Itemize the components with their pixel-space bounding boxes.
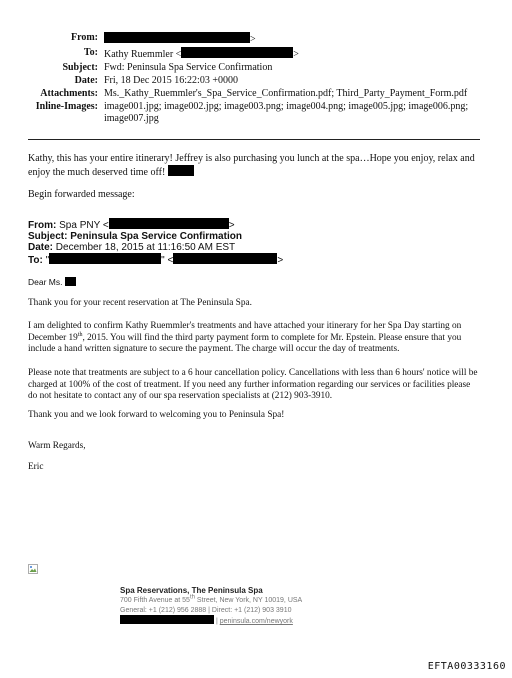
p2-text-b: , 2015. You will find the third party payment form to complete for Mr. Epstein. Please ensure that you include a hand written signature to secure the payment. The charge will occur the day of treatments. xyxy=(28,332,462,354)
header-from-row xyxy=(0,32,512,46)
fwd-subject-value: Peninsula Spa Service Confirmation xyxy=(70,231,242,242)
header-date-row xyxy=(0,75,512,87)
fwd-subject-row xyxy=(28,231,468,242)
to-label: To: xyxy=(83,47,98,58)
sig-address-sup: th xyxy=(189,594,195,601)
header-subject-row xyxy=(0,62,512,74)
closing: Warm Regards, xyxy=(28,441,86,451)
document-id: EFTA00333160 xyxy=(427,661,506,672)
broken-image-icon xyxy=(28,564,38,574)
fwd-from-suffix: > xyxy=(228,220,235,231)
redaction-box xyxy=(181,47,293,58)
subject-label: Subject: xyxy=(62,62,98,73)
fwd-to-mid: " < xyxy=(161,255,174,266)
sig-website-link[interactable]: peninsula.com/newyork xyxy=(219,618,293,625)
fwd-date-value: December 18, 2015 at 11:16:50 AM EST xyxy=(55,242,236,253)
to-suffix: > xyxy=(293,49,299,60)
begin-forwarded: Begin forwarded message: xyxy=(28,189,135,200)
to-value: Kathy Ruemmler < xyxy=(104,49,182,60)
intro-text: Kathy, this has your entire itinerary! Jeffrey is also purchasing you lunch at the spa…Hope you enjoy, relax and enjoy the much deserved time off! xyxy=(28,153,475,178)
sig-address-b: Street, New York, NY 10019, USA xyxy=(194,597,303,604)
p2-sup: th xyxy=(77,331,83,338)
fwd-from-label: From: xyxy=(28,220,57,231)
from-label: From: xyxy=(70,32,98,43)
fwd-subject-label: Subject: xyxy=(28,231,68,242)
p2-text-a: I am delighted to confirm Kathy Ruemmler's treatments and have attached your itinerary for her Spa Day starting on December 19 xyxy=(28,321,462,343)
email-header xyxy=(0,32,512,126)
fwd-to-prefix: " xyxy=(45,255,50,266)
fwd-to-suffix: > xyxy=(277,255,284,266)
sig-sep: | xyxy=(214,618,220,625)
header-attachments-row xyxy=(0,88,512,100)
fwd-date-label: Date: xyxy=(28,242,54,253)
sig-address-a: 700 Fifth Avenue at 55 xyxy=(120,597,190,604)
attachments-value[interactable]: Ms._Kathy_Ruemmler's_Spa_Service_Confirmation.pdf; Third_Party_Payment_Form.pdf xyxy=(104,88,468,99)
redaction-box xyxy=(65,277,76,286)
paragraph-2 xyxy=(28,321,480,356)
paragraph-4: Thank you and we look forward to welcoming you to Peninsula Spa! xyxy=(28,410,285,420)
redaction-box xyxy=(49,253,161,264)
greeting xyxy=(28,277,480,289)
redaction-box xyxy=(173,253,277,264)
sig-web-row xyxy=(120,615,400,627)
attachments-label: Attachments: xyxy=(40,88,98,99)
greeting-text: Dear Ms. xyxy=(28,277,63,287)
fwd-date-row xyxy=(28,242,468,253)
inline-images-value: image001.jpg; image002.jpg; image003.png; image004.png; image005.jpg; image006.png; image007.jpg xyxy=(104,101,469,124)
sig-phones: General: +1 (212) 956 2888 | Direct: +1 (212) 903 3910 xyxy=(120,606,292,614)
sig-address xyxy=(120,596,400,606)
subject-value: Fwd: Peninsula Spa Service Confirmation xyxy=(104,62,273,73)
forwarded-header xyxy=(28,218,468,266)
fwd-to-label: To: xyxy=(28,255,43,266)
date-label: Date: xyxy=(74,75,98,86)
fwd-to-row xyxy=(28,253,468,266)
redaction-box xyxy=(104,32,250,43)
spa-signature xyxy=(120,585,400,627)
fwd-from-value: Spa PNY < xyxy=(59,220,109,231)
paragraph-1: Thank you for your recent reservation at The Peninsula Spa. xyxy=(28,298,252,308)
fwd-from-row xyxy=(28,218,468,231)
date-value: Fri, 18 Dec 2015 16:22:03 +0000 xyxy=(104,75,238,86)
redaction-box xyxy=(168,165,194,176)
sig-name: Spa Reservations, The Peninsula Spa xyxy=(120,586,263,595)
header-inline-images-row xyxy=(0,101,512,125)
redaction-box xyxy=(120,615,214,624)
from-suffix: > xyxy=(250,34,256,45)
header-divider xyxy=(28,139,480,140)
redaction-box xyxy=(109,218,229,229)
signer: Eric xyxy=(28,462,44,472)
intro-message xyxy=(28,153,484,179)
paragraph-3: Please note that treatments are subject to a 6 hour cancellation policy. Cancellations with less than 6 hours' notice will be charged at 100% of the cost of treatment. If you need any further information regarding our services or facilities please do not hesitate to contact any of our spa reservation specialists at (212) 903-3910. xyxy=(28,368,478,401)
header-to-row xyxy=(0,47,512,61)
inline-images-label: Inline-Images: xyxy=(35,101,98,112)
